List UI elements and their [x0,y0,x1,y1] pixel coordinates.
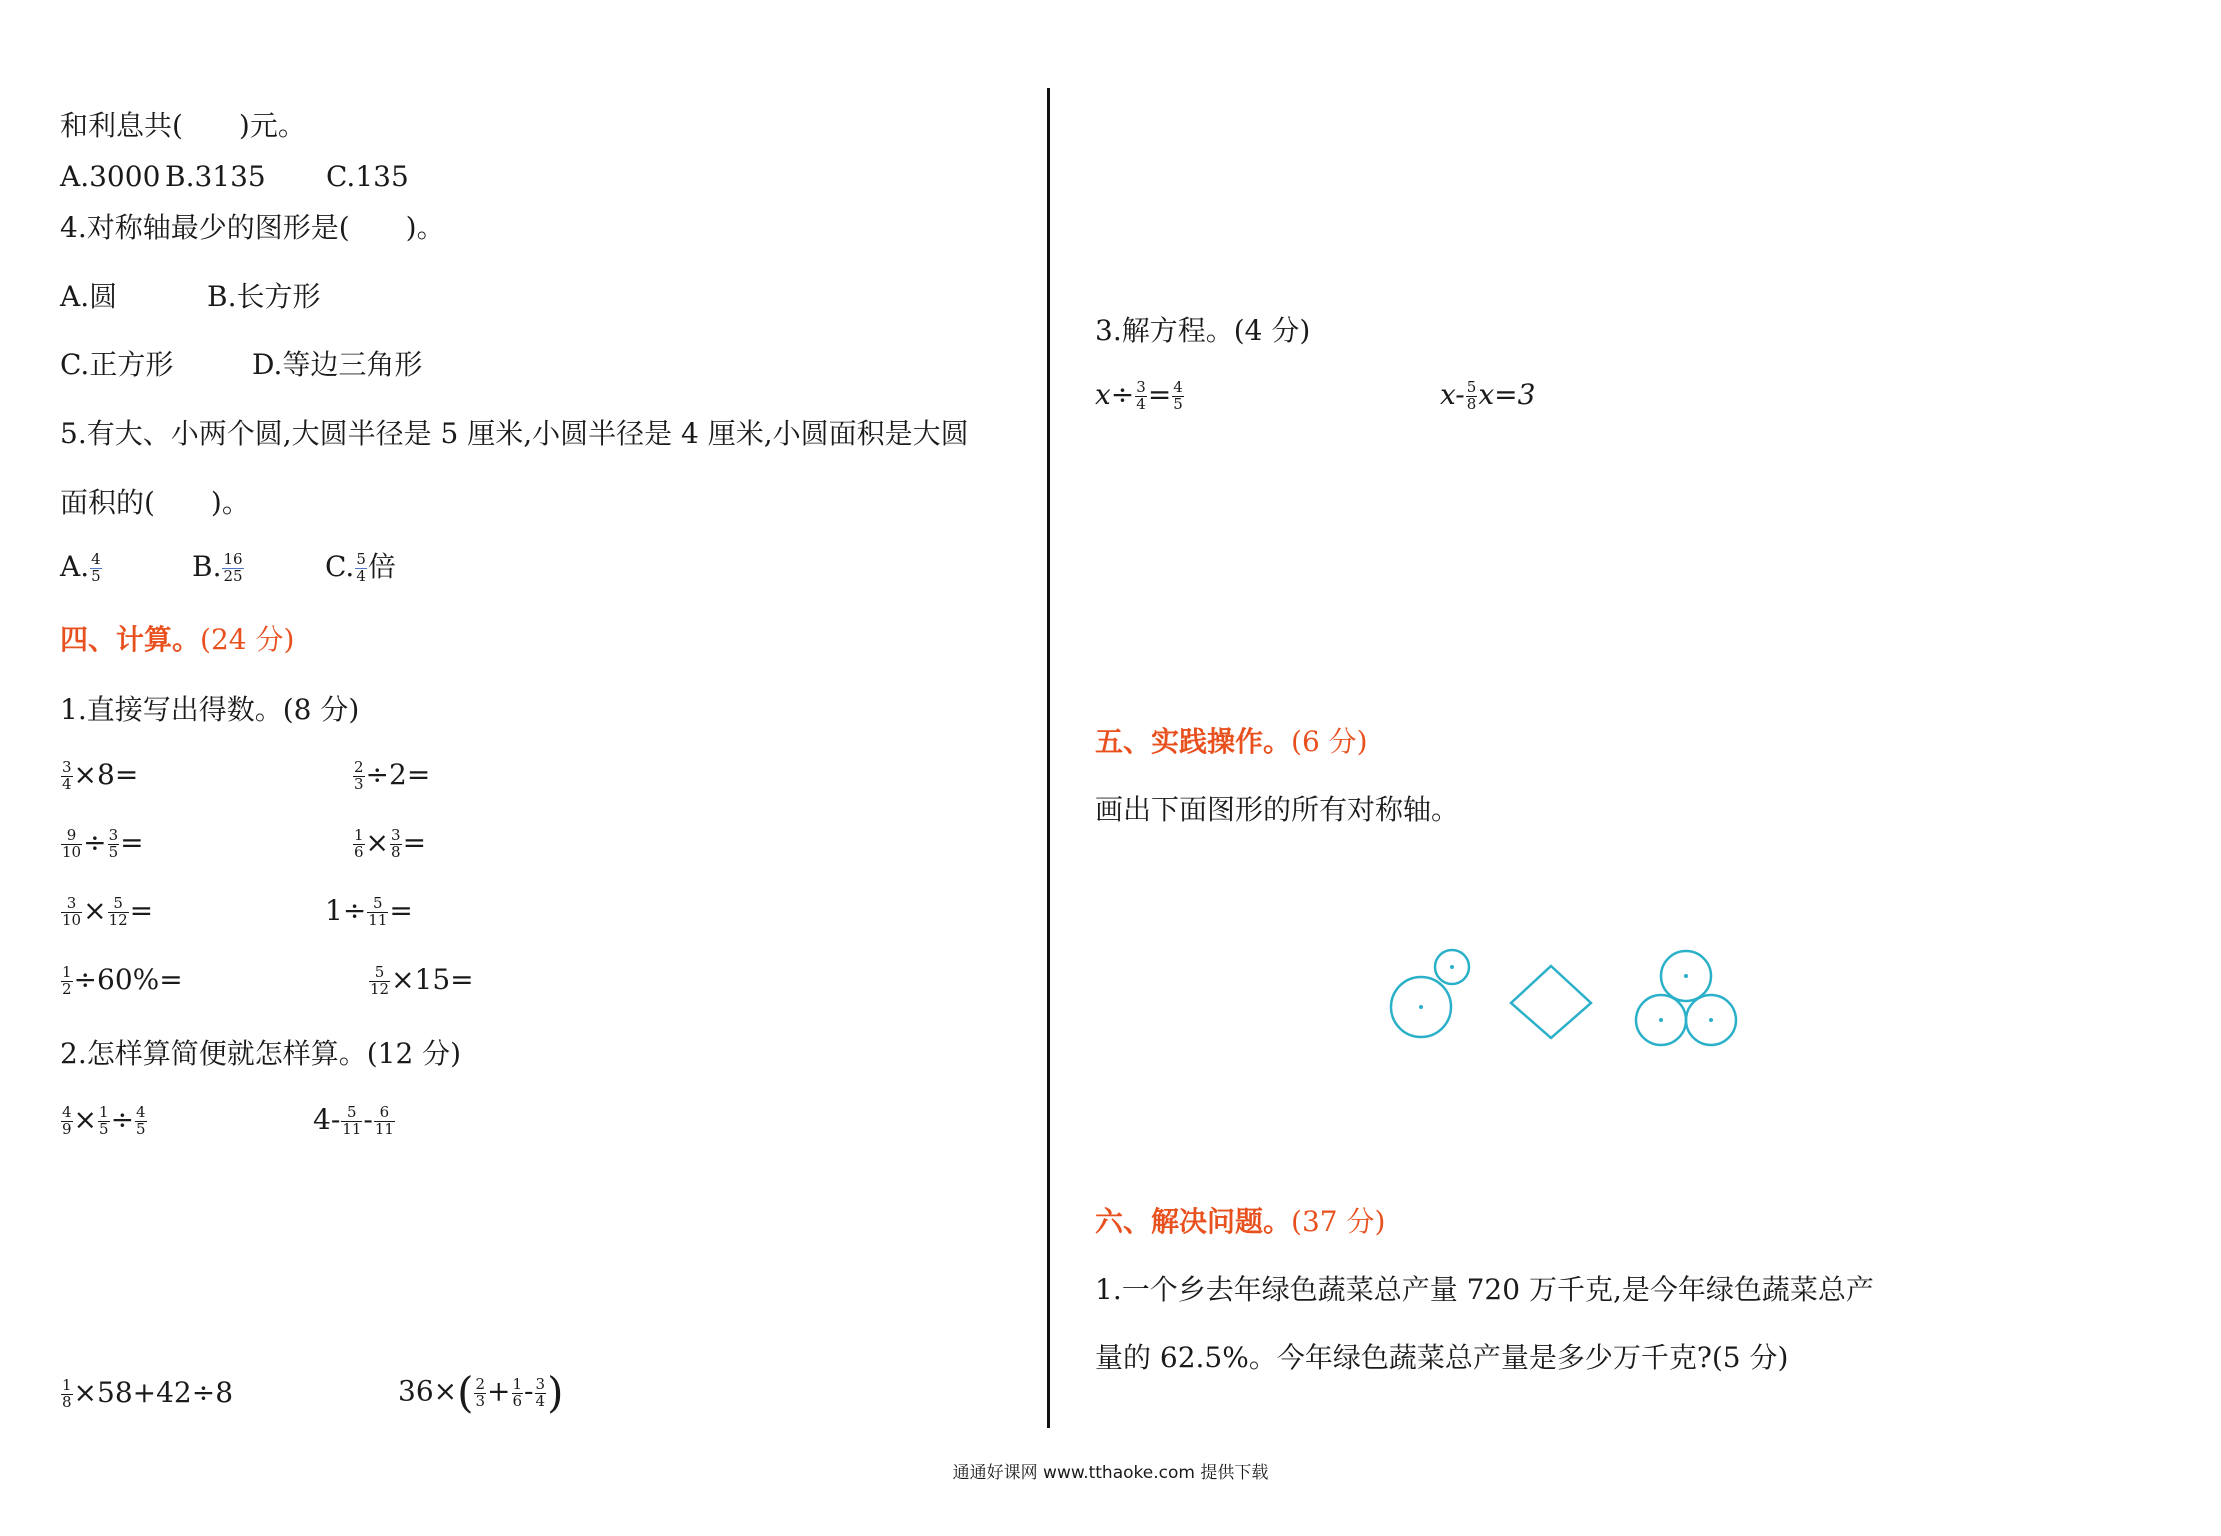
calc-2a: $\frac{9}{10}$ ÷ $\frac{3}{5}$ = [62,825,144,861]
simplify-a: $\frac{4}{9}$ × $\frac{1}{5}$ ÷ $\frac{4}{5}$ [62,1102,146,1138]
calc-4b: $\frac{5}{12}$ ×15= [370,962,474,998]
column-divider [1047,88,1050,1428]
calc-4a: $\frac{1}{2}$ ÷60%= [62,962,183,998]
simplify-d: 36×( $\frac{2}{3}$ + $\frac{1}{6}$ - $\frac{3}{4}$ ) [398,1368,564,1417]
q4-option-b: B.长方形 [207,280,321,313]
simplify-b: 4- $\frac{5}{11}$ - $\frac{6}{11}$ [313,1102,394,1138]
q5-line2: 面积的( )。 [60,486,250,519]
subq-1: 1.直接写出得数。(8 分) [60,693,360,726]
equation-1: x÷ $\frac{3}{4}$ = $\frac{4}{5}$ [1095,377,1183,413]
q4-option-c: C.正方形 [60,348,174,381]
calc-1b: $\frac{2}{3}$ ÷2= [354,757,431,793]
symmetry-figures [1380,940,1760,1060]
calc-1a: $\frac{3}{4}$ ×8= [62,757,139,793]
q3-tail: 和利息共( )元。 [60,109,306,142]
q3-option-a: A.3000 [60,160,161,193]
section-4-heading: 四、计算。(24 分) [60,623,295,656]
draw-instruction: 画出下面图形的所有对称轴。 [1095,793,1460,826]
subq-2: 2.怎样算简便就怎样算。(12 分) [60,1037,462,1070]
q5-line1: 5.有大、小两个圆,大圆半径是 5 厘米,小圆半径是 4 厘米,小圆面积是大圆 [60,417,969,450]
q3-solve-equations: 3.解方程。(4 分) [1095,314,1311,347]
equation-2: x- $\frac{5}{8}$ x=3 [1440,377,1536,413]
calc-3a: $\frac{3}{10}$ × $\frac{5}{12}$ = [62,893,154,929]
q3-option-b: B.3135 [165,160,266,193]
figure-rhombus [1511,966,1591,1038]
q5-option-b: B. $\frac{16}{25}$ [192,549,243,585]
simplify-c: $\frac{1}{8}$ ×58+42÷8 [62,1375,234,1411]
calc-2b: $\frac{1}{6}$ × $\frac{3}{8}$ = [354,825,427,861]
footer-source: 通通好课网 www.tthaoke.com 提供下载 [952,1463,1269,1483]
q4-text: 4.对称轴最少的图形是( )。 [60,211,445,244]
q3-option-c: C.135 [326,160,409,193]
q4-option-d: D.等边三角形 [252,348,423,381]
calc-3b: 1÷ $\frac{5}{11}$ = [325,893,413,929]
section-6-heading: 六、解决问题。(37 分) [1095,1205,1386,1238]
section-5-heading: 五、实践操作。(6 分) [1095,725,1368,758]
q5-option-a: A. $\frac{4}{5}$ [60,549,101,585]
problem-1-line2: 量的 62.5%。今年绿色蔬菜总产量是多少万千克?(5 分) [1095,1341,1789,1374]
q4-option-a: A.圆 [60,280,118,313]
problem-1-line1: 1.一个乡去年绿色蔬菜总产量 720 万千克,是今年绿色蔬菜总产 [1095,1273,1874,1306]
q5-option-c: C. $\frac{5}{4}$ 倍 [325,549,396,585]
